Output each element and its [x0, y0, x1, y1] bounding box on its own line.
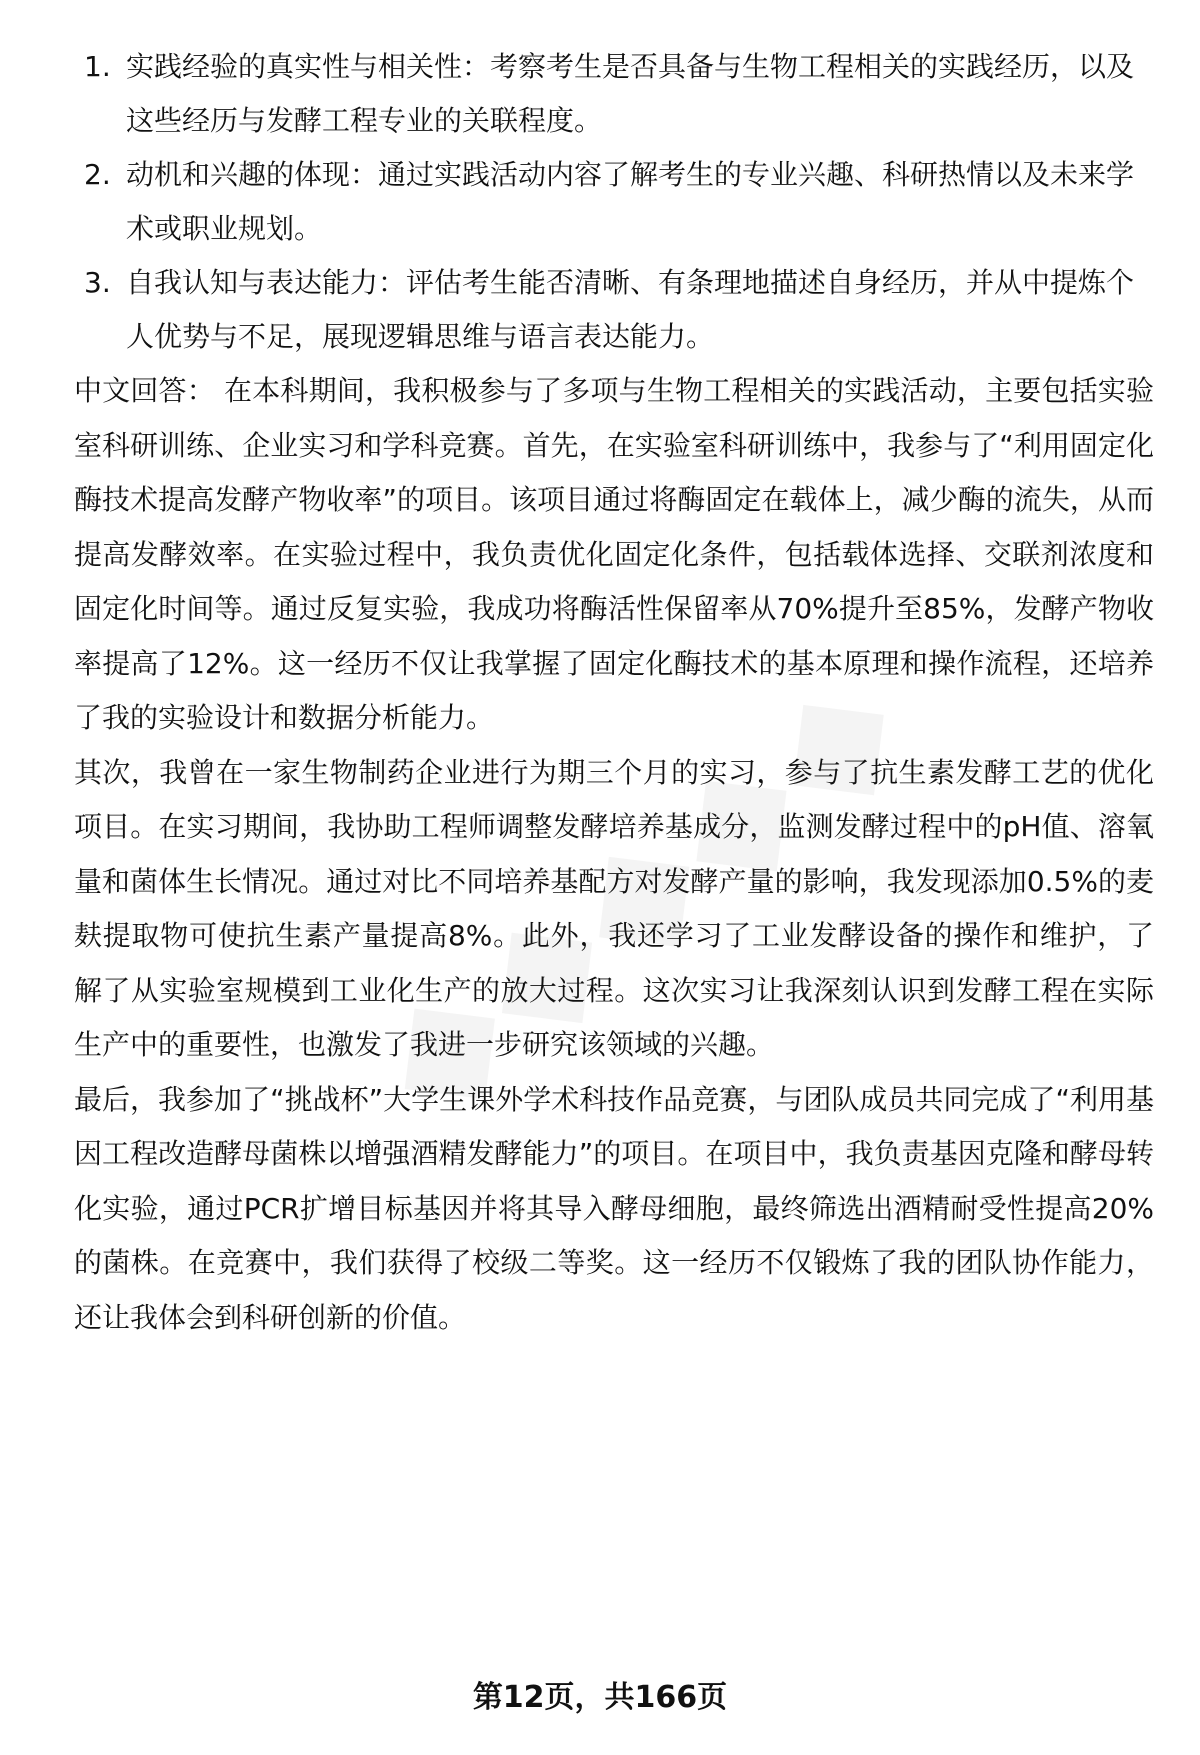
list-item [74, 40, 1154, 148]
list-number: 3. [84, 266, 111, 299]
answer-paragraph: 中文回答： 在本科期间，我积极参与了多项与生物工程相关的实践活动，主要包括实验室科研训练、企业实习和学科竞赛。首先，在实验室科研训练中，我参与了“利用固定化酶技术提高发酵产物收率”的项目。该项目通过将酶固定在载体上，减少酶的流失，从而提高发酵效率。在实验过程中，我负责优化固定化条件，包括载体选择、交联剂浓度和固定化时间等。通过反复实验，我成功将酶活性保留率从70%提升至85%，发酵产物收率提高了12%。这一经历不仅让我掌握了固定化酶技术的基本原理和操作流程，还培养了我的实验设计和数据分析能力。 [74, 374, 1154, 734]
list-text: 动机和兴趣的体现：通过实践活动内容了解考生的专业兴趣、科研热情以及未来学术或职业规划。 [126, 158, 1135, 245]
list-number: 2. [84, 158, 111, 191]
answer-paragraph: 其次，我曾在一家生物制药企业进行为期三个月的实习，参与了抗生素发酵工艺的优化项目。在实习期间，我协助工程师调整发酵培养基成分，监测发酵过程中的pH值、溶氧量和菌体生长情况。通过对比不同培养基配方对发酵产量的影响，我发现添加0.5%的麦麸提取物可使抗生素产量提高8%。此外，我还学习了工业发酵设备的操作和维护，了解了从实验室规模到工业化生产的放大过程。这次实习让我深刻认识到发酵工程在实际生产中的重要性，也激发了我进一步研究该领域的兴趣。 [74, 755, 1154, 1061]
list-number: 1. [84, 50, 111, 83]
page-number: 第12页，共166页 [472, 1680, 728, 1715]
criteria-list [74, 40, 1154, 364]
list-item [74, 148, 1154, 256]
page-content [74, 40, 1154, 1345]
list-text: 实践经验的真实性与相关性：考察考生是否具备与生物工程相关的实践经历，以及这些经历与发酵工程专业的关联程度。 [126, 50, 1135, 137]
list-text: 自我认知与表达能力：评估考生能否清晰、有条理地描述自身经历，并从中提炼个人优势与不足，展现逻辑思维与语言表达能力。 [126, 266, 1135, 353]
answer-paragraph: 最后，我参加了“挑战杯”大学生课外学术科技作品竞赛，与团队成员共同完成了“利用基因工程改造酵母菌株以增强酒精发酵能力”的项目。在项目中，我负责基因克隆和酵母转化实验，通过PCR扩增目标基因并将其导入酵母细胞，最终筛选出酒精耐受性提高20%的菌株。在竞赛中，我们获得了校级二等奖。这一经历不仅锻炼了我的团队协作能力，还让我体会到科研创新的价值。 [74, 1082, 1154, 1334]
list-item [74, 256, 1154, 364]
